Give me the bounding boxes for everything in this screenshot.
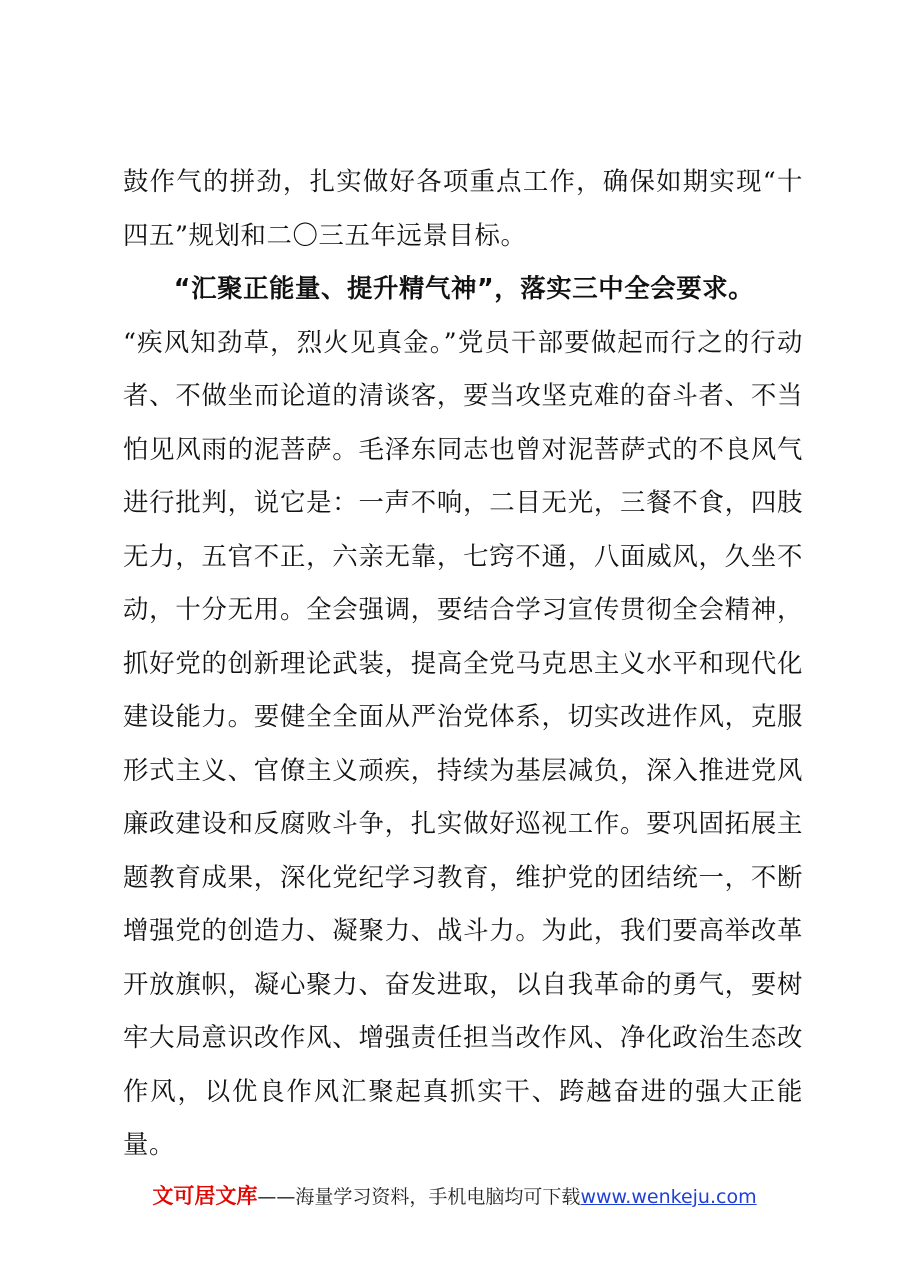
- footer-link[interactable]: www.wenkeju.com: [580, 1186, 757, 1208]
- footer-watermark: [0, 1180, 909, 1210]
- section-heading: “汇聚正能量、提升精气神”，落实三中全会要求。: [173, 273, 755, 303]
- paragraph-main: “疾风知劲草，烈火见真金。”党员干部要做起而行之的行动者、不做坐而论道的清谈客，要当攻坚克难的奋斗者、不当怕见风雨的泥菩萨。毛泽东同志也曾对泥菩萨式的不良风气进行批判，说它是：一声不响，二目无光，三餐不食，四肢无力，五官不正，六亲无靠，七窍不通，八面威风，久坐不动，十分无用。全会强调，要结合学习宣传贯彻全会精神，抓好党的创新理论武装，提高全党马克思主义水平和现代化建设能力。要健全全面从严治党体系，切实改进作风，克服形式主义、官僚主义顽疾，持续为基层减负，深入推进党风廉政建设和反腐败斗争，扎实做好巡视工作。要巩固拓展主题教育成果，深化党纪学习教育，维护党的团结统一，不断增强党的创造力、凝聚力、战斗力。为此，我们要高举改革开放旗帜，凝心聚力、奋发进取，以自我革命的勇气，要树牢大局意识改作风、增强责任担当改作风、净化政治生态改作风，以优良作风汇聚起真抓实干、跨越奋进的强大正能量。: [123, 326, 803, 1159]
- footer-brand: 文可居文库: [152, 1184, 258, 1208]
- document-body: [123, 155, 803, 1172]
- footer-tagline: ——海量学习资料，手机电脑均可下载: [257, 1186, 581, 1208]
- paragraph-continuation: 鼓作气的拼劲，扎实做好各项重点工作，确保如期实现“十四五”规划和二〇三五年远景目标。: [123, 166, 803, 250]
